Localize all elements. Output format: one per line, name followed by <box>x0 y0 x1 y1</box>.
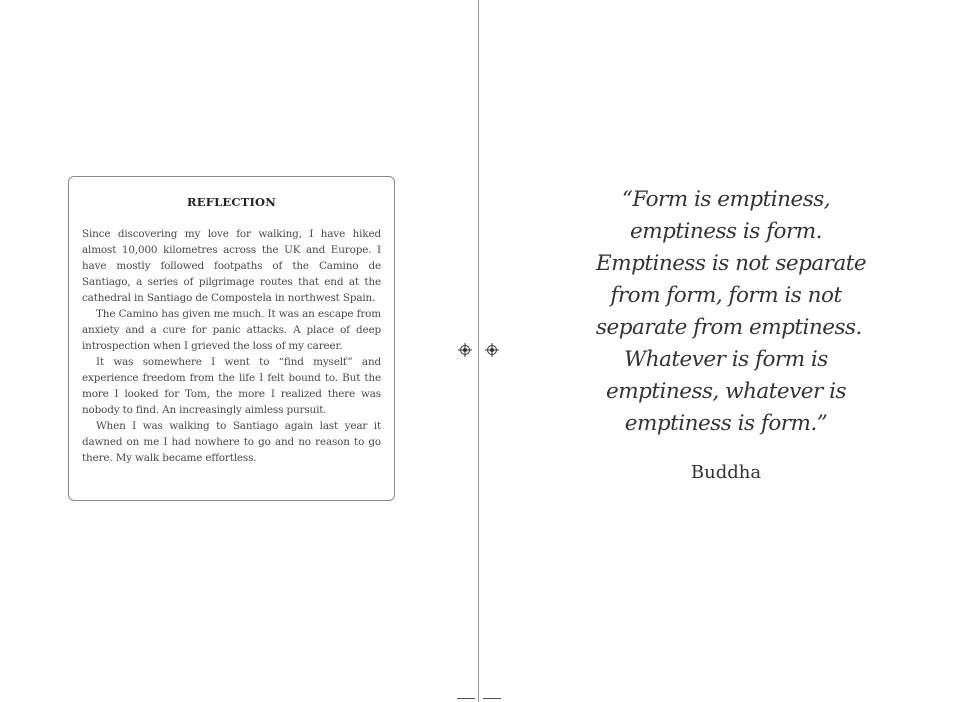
quote-line: from form, form is not <box>610 283 842 308</box>
registration-mark-icon <box>485 343 499 357</box>
quote-line: emptiness, whatever is <box>605 379 847 404</box>
reflection-paragraph: When I was walking to Santiago again last year it dawned on me I had nowhere to go and no reason to go there. My walk became effortless. <box>82 420 381 464</box>
reflection-paragraph: It was somewhere I went to “find myself” and experience freedom from the life I felt bound to. But the more I looked for Tom, the more I realized there was nobody to find. An increasingly aimless pursuit. <box>82 356 381 416</box>
registration-mark-icon <box>458 343 472 357</box>
reflection-title: REFLECTION <box>187 195 276 209</box>
reflection-paragraph: The Camino has given me much. It was an escape from anxiety and a cure for panic attacks. A place of deep introspection when I grieved the loss of my career. <box>82 308 381 352</box>
quote-line: separate from emptiness. <box>596 315 862 340</box>
quote-line: Emptiness is not separate <box>596 251 867 276</box>
crop-mark <box>457 698 475 699</box>
page-spine <box>478 0 479 702</box>
quote-line: Whatever is form is <box>624 347 828 372</box>
quote-block <box>596 184 867 440</box>
reflection-paragraph: Since discovering my love for walking, I have hiked almost 10,000 kilometres across the UK and Europe. I have mostly followed footpaths of the Camino de Santiago, a series of pilgrimage routes that end at the cathedral in Santiago de Compostela in northwest Spain. <box>82 228 381 304</box>
crop-mark <box>483 698 501 699</box>
reflection-box <box>68 176 395 501</box>
quote-line: emptiness is form. <box>629 219 822 244</box>
reflection-body <box>82 226 381 466</box>
quote-line: emptiness is form.” <box>624 411 828 436</box>
quote-author: Buddha <box>690 462 762 483</box>
quote-line: “Form is emptiness, <box>621 187 831 212</box>
